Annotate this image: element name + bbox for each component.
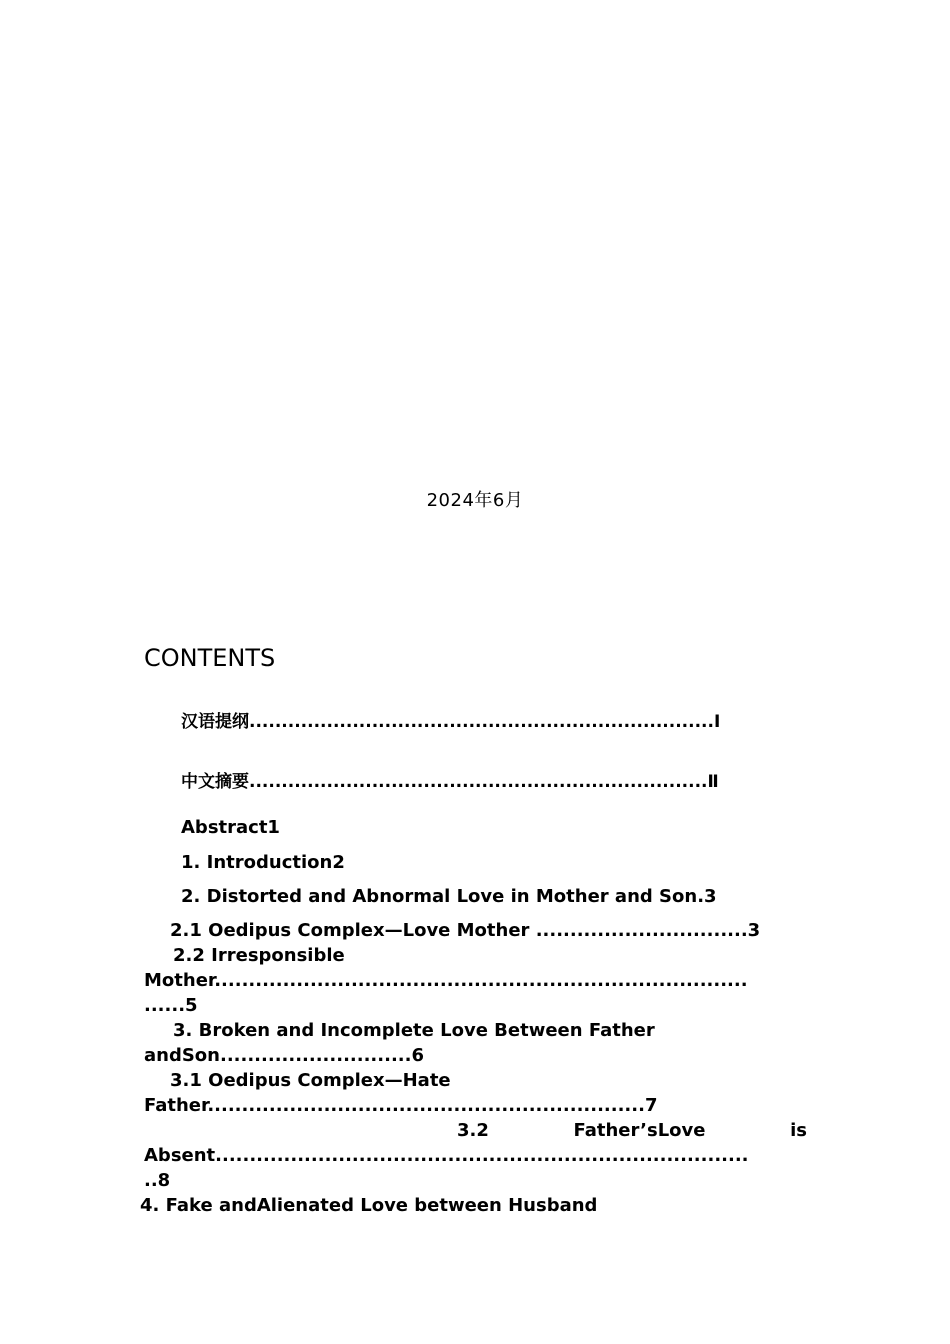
contents-title: CONTENTS — [144, 644, 276, 672]
toc-entry-section-2-1[interactable]: 2.1 Oedipus Complex—Love Mother ...............................3 — [170, 920, 761, 941]
toc-entry-section-3-1-cont[interactable]: Father................................................................7 — [144, 1095, 658, 1116]
toc-entry-abstract[interactable]: Abstract1 — [181, 817, 280, 838]
toc-entry-introduction[interactable]: 1. Introduction2 — [181, 852, 345, 873]
toc-entry-section-3-2-cont[interactable]: Absent.............................................................................. — [144, 1145, 749, 1166]
toc-entry-section-2-2[interactable]: 2.2 Irresponsible — [173, 945, 345, 966]
toc-entry-section-3-2[interactable] — [457, 1118, 807, 1143]
toc-entry-section-3-cont[interactable]: andSon............................6 — [144, 1045, 424, 1066]
toc-entry-section-3-2-number: 3.2 — [457, 1120, 489, 1141]
toc-entry-section-3-2-page[interactable]: ..8 — [144, 1170, 171, 1191]
toc-entry-section-3-1[interactable]: 3.1 Oedipus Complex—Hate — [170, 1070, 451, 1091]
toc-entry-section-2[interactable]: 2. Distorted and Abnormal Love in Mother and Son.3 — [181, 886, 717, 907]
toc-entry-outline[interactable]: 汉语提纲........................................................................I — [181, 712, 721, 732]
cover-date: 2024年6月 — [426, 490, 524, 511]
toc-entry-section-2-2-cont[interactable]: Mother.............................................................................. — [144, 970, 748, 991]
toc-entry-section-3-2-is: is — [790, 1120, 807, 1141]
toc-entry-section-2-2-page[interactable]: ......5 — [144, 995, 198, 1016]
toc-entry-chinese-abstract[interactable]: 中文摘要.......................................................................Ⅱ — [181, 772, 719, 792]
toc-entry-section-3[interactable]: 3. Broken and Incomplete Love Between Father — [173, 1020, 655, 1041]
toc-entry-section-4[interactable]: 4. Fake andAlienated Love between Husband — [140, 1195, 598, 1216]
toc-entry-section-3-2-words: Father’sLove — [573, 1120, 706, 1141]
